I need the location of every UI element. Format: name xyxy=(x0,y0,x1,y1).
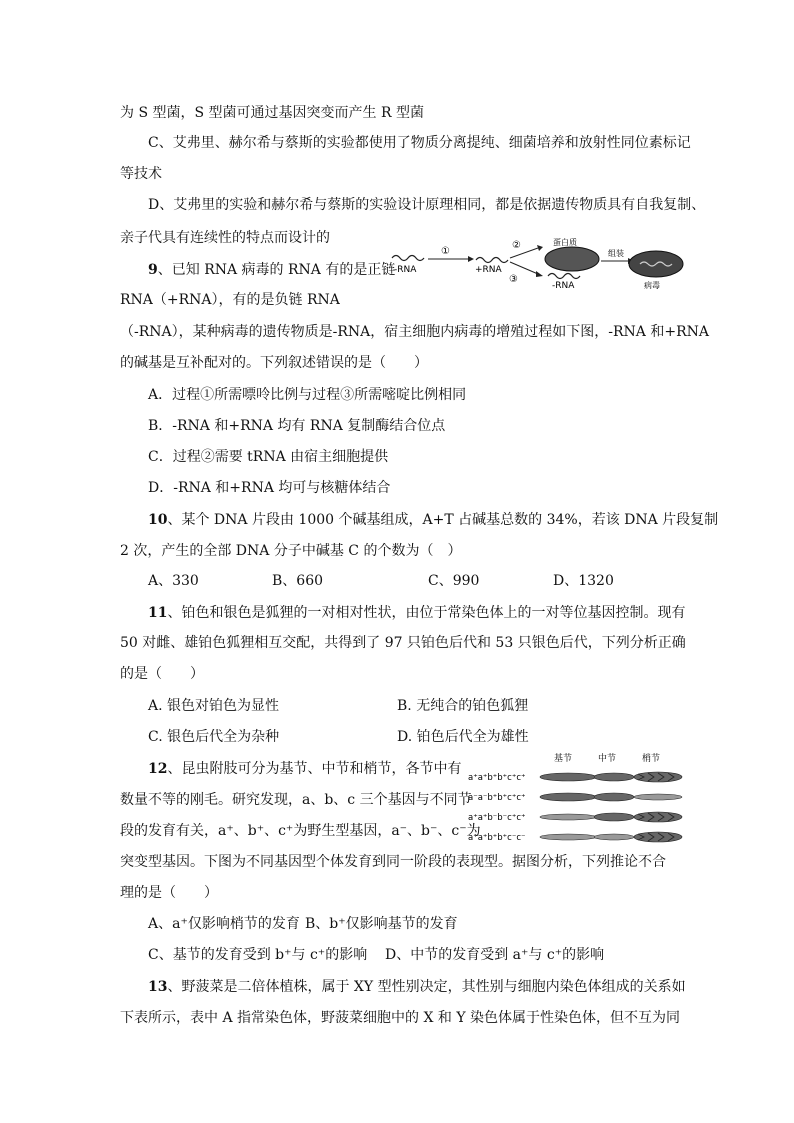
q12-number: 12 xyxy=(148,761,168,777)
q13-stem: 下表所示，表中 A 指常染色体，野菠菜细胞中的 X 和 Y 染色体属于性染色体，但不互为同 xyxy=(120,1010,681,1026)
q9-stem xyxy=(148,261,395,279)
q9-option-d: D．-RNA 和+RNA 均可与核糖体结合 xyxy=(148,480,391,496)
q9-option-c: C．过程②需要 tRNA 由宿主细胞提供 xyxy=(148,449,389,465)
q10-stem: 2 次，产生的全部 DNA 分子中碱基 C 的个数为（ ） xyxy=(120,543,462,559)
text-line: 亲子代具有连续性的特点而设计的 xyxy=(120,230,330,246)
q10-stem xyxy=(148,511,718,529)
virus-replication-diagram xyxy=(388,238,688,304)
q12-option-d: D、中节的发育受到 a⁺与 c⁺的影响 xyxy=(385,947,605,963)
protein-label: 蛋白质 xyxy=(553,238,577,247)
q12-option-c: C、基节的发育受到 b⁺与 c⁺的影响 xyxy=(148,947,368,963)
q11-number: 11 xyxy=(148,605,168,621)
leg-row xyxy=(468,812,682,823)
text-line: 为 S 型菌，S 型菌可通过基因突变而产生 R 型菌 xyxy=(120,105,424,121)
genotype-label: a⁺a⁺b⁺b⁺c⁺c⁺ xyxy=(468,773,526,783)
q12-option-b: B、b⁺仅影响基节的发育 xyxy=(305,916,458,932)
basal-segment-label: 基节 xyxy=(554,754,573,764)
leg-row xyxy=(468,832,682,843)
q11-stem: 的是（ ） xyxy=(120,666,204,682)
q11-stem: 50 对雌、雄铂色狐狸相互交配，共得到了 97 只铂色后代和 53 只银色后代，下列分析正确 xyxy=(120,635,686,651)
q12-stem: 理的是（ ） xyxy=(120,885,218,901)
option-c-line: C、艾弗里、赫尔希与蔡斯的实验都使用了物质分离提纯、细菌培养和放射性同位素标记 xyxy=(148,135,691,151)
text-line: 等技术 xyxy=(120,166,162,182)
q10-text: 、某个 DNA 片段由 1000 个碱基组成，A+T 占碱基总数的 34%，若该 DNA 片段复制 xyxy=(167,512,719,528)
q9-number: 9 xyxy=(148,262,158,278)
insect-leg-figure xyxy=(468,750,690,846)
q12-stem: 数量不等的刚毛。研究发现，a、b、c 三个基因与不同节 xyxy=(120,792,472,808)
q13-stem xyxy=(148,978,686,996)
q9-stem: 的碱基是互补配对的。下列叙述错误的是（ ） xyxy=(120,355,428,371)
q11-text: 、铂色和银色是狐狸的一对相对性状，由位于常染色体上的一对等位基因控制。现有 xyxy=(167,605,686,621)
step1-label: ① xyxy=(441,246,450,257)
q11-stem xyxy=(148,604,685,622)
q13-text: 、野菠菜是二倍体植株，属于 XY 型性别决定，其性别与细胞内染色体组成的关系如 xyxy=(167,979,686,995)
q12-text: 、昆虫附肢可分为基节、中节和梢节，各节中有 xyxy=(167,761,462,777)
q9-text: 、已知 RNA 病毒的 RNA 有的是正链 xyxy=(157,262,396,278)
leg-row xyxy=(468,772,682,783)
step2-label: ② xyxy=(512,240,521,251)
q10-number: 10 xyxy=(148,512,168,528)
genotype-label: a⁺a⁺b⁻b⁻c⁺c⁺ xyxy=(468,813,526,823)
q13-number: 13 xyxy=(148,979,168,995)
q11-option-b: B. 无纯合的铂色狐狸 xyxy=(397,698,529,714)
q11-option-d: D. 铂色后代全为雄性 xyxy=(397,729,529,745)
q10-option-d: D、1320 xyxy=(553,573,614,589)
step3-label: ③ xyxy=(509,274,518,285)
q12-stem xyxy=(148,760,461,778)
q12-stem: 段的发育有关，a⁺、b⁺、c⁺为野生型基因，a⁻、b⁻、c⁻为 xyxy=(120,823,481,839)
tip-segment-label: 梢节 xyxy=(642,754,661,764)
q12-stem: 突变型基因。下图为不同基因型个体发育到同一阶段的表现型。据图分析，下列推论不合 xyxy=(120,854,666,870)
q9-option-a: A．过程①所需嘌呤比例与过程③所需嘧啶比例相同 xyxy=(148,387,467,403)
genotype-label: a⁺a⁺b⁺b⁺c⁻c⁻ xyxy=(468,833,526,843)
q10-option-c: C、990 xyxy=(428,573,480,589)
virus-label: 病毒 xyxy=(644,281,660,290)
neg-rna-label-2: -RNA xyxy=(552,281,575,291)
q10-option-b: B、660 xyxy=(272,573,324,589)
q9-option-b: B．-RNA 和+RNA 均有 RNA 复制酶结合位点 xyxy=(148,418,446,434)
pos-rna-label: +RNA xyxy=(475,265,502,275)
middle-segment-label: 中节 xyxy=(598,754,617,764)
option-d-line: D、艾弗里的实验和赫尔希与蔡斯的实验设计原理相同，都是依据遗传物质具有自我复制、 xyxy=(148,197,706,213)
q10-option-a: A、330 xyxy=(148,573,199,589)
leg-row xyxy=(468,793,682,803)
q9-stem: RNA（+RNA），有的是负链 RNA xyxy=(120,292,340,308)
q11-option-c: C. 银色后代全为杂种 xyxy=(148,729,280,745)
assemble-label: 组装 xyxy=(608,249,624,258)
genotype-label: a⁻a⁻b⁺b⁺c⁺c⁺ xyxy=(468,793,526,803)
q9-stem: （-RNA），某种病毒的遗传物质是-RNA，宿主细胞内病毒的增殖过程如下图，-RNA 和+RNA xyxy=(120,324,709,340)
neg-rna-label: -RNA xyxy=(394,265,417,275)
q11-option-a: A. 银色对铂色为显性 xyxy=(148,698,280,714)
q12-option-a: A、a⁺仅影响梢节的发育 xyxy=(148,916,300,932)
